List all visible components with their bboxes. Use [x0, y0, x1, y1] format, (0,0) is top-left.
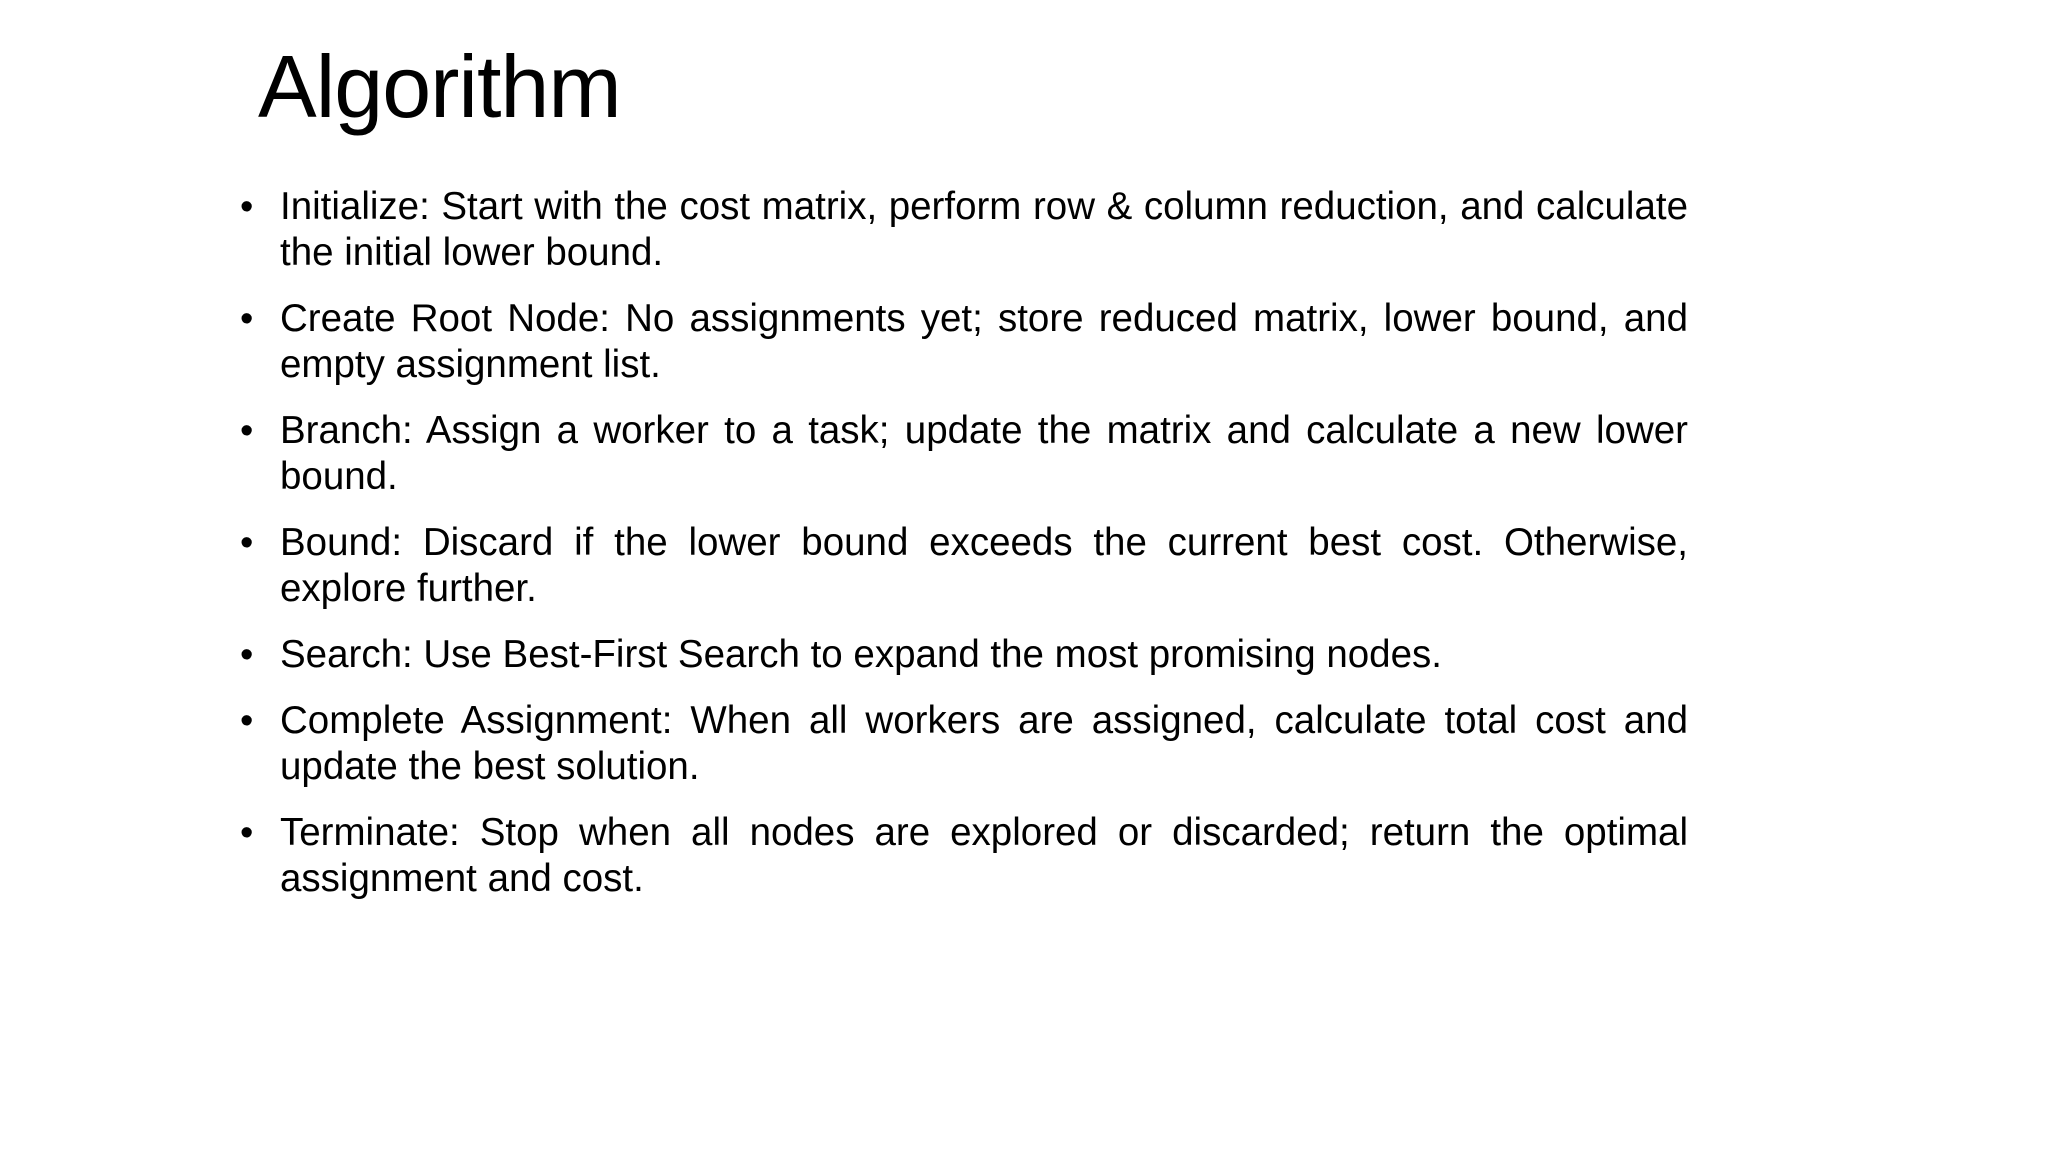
bullet-item — [240, 408, 1688, 500]
bullet-text: Create Root Node: No assignments yet; store reduced matrix, lower bound, and empty assignment list. — [280, 297, 1688, 386]
bullet-item — [240, 296, 1688, 388]
bullet-text: Bound: Discard if the lower bound exceeds the current best cost. Otherwise, explore further. — [280, 521, 1688, 610]
bullet-dot-icon: • — [240, 522, 254, 564]
bullet-dot-icon: • — [240, 410, 254, 452]
bullet-text: Search: Use Best-First Search to expand the most promising nodes. — [280, 633, 1442, 676]
bullet-item — [240, 698, 1688, 790]
bullet-dot-icon: • — [240, 634, 254, 676]
bullet-text: Initialize: Start with the cost matrix, perform row & column reduction, and calculate the initial lower bound. — [280, 185, 1688, 274]
bullet-text: Branch: Assign a worker to a task; update the matrix and calculate a new lower bound. — [280, 409, 1688, 498]
bullet-item — [240, 520, 1688, 612]
bullet-list — [240, 184, 1688, 922]
slide-title: Algorithm — [258, 37, 621, 136]
bullet-text: Terminate: Stop when all nodes are explored or discarded; return the optimal assignment and cost. — [280, 811, 1688, 900]
bullet-dot-icon: • — [240, 186, 254, 228]
bullet-dot-icon: • — [240, 298, 254, 340]
bullet-item — [240, 810, 1688, 902]
bullet-item — [240, 632, 1688, 678]
bullet-item — [240, 184, 1688, 276]
bullet-text: Complete Assignment: When all workers are assigned, calculate total cost and update the best solution. — [280, 699, 1688, 788]
bullet-dot-icon: • — [240, 812, 254, 854]
bullet-dot-icon: • — [240, 700, 254, 742]
